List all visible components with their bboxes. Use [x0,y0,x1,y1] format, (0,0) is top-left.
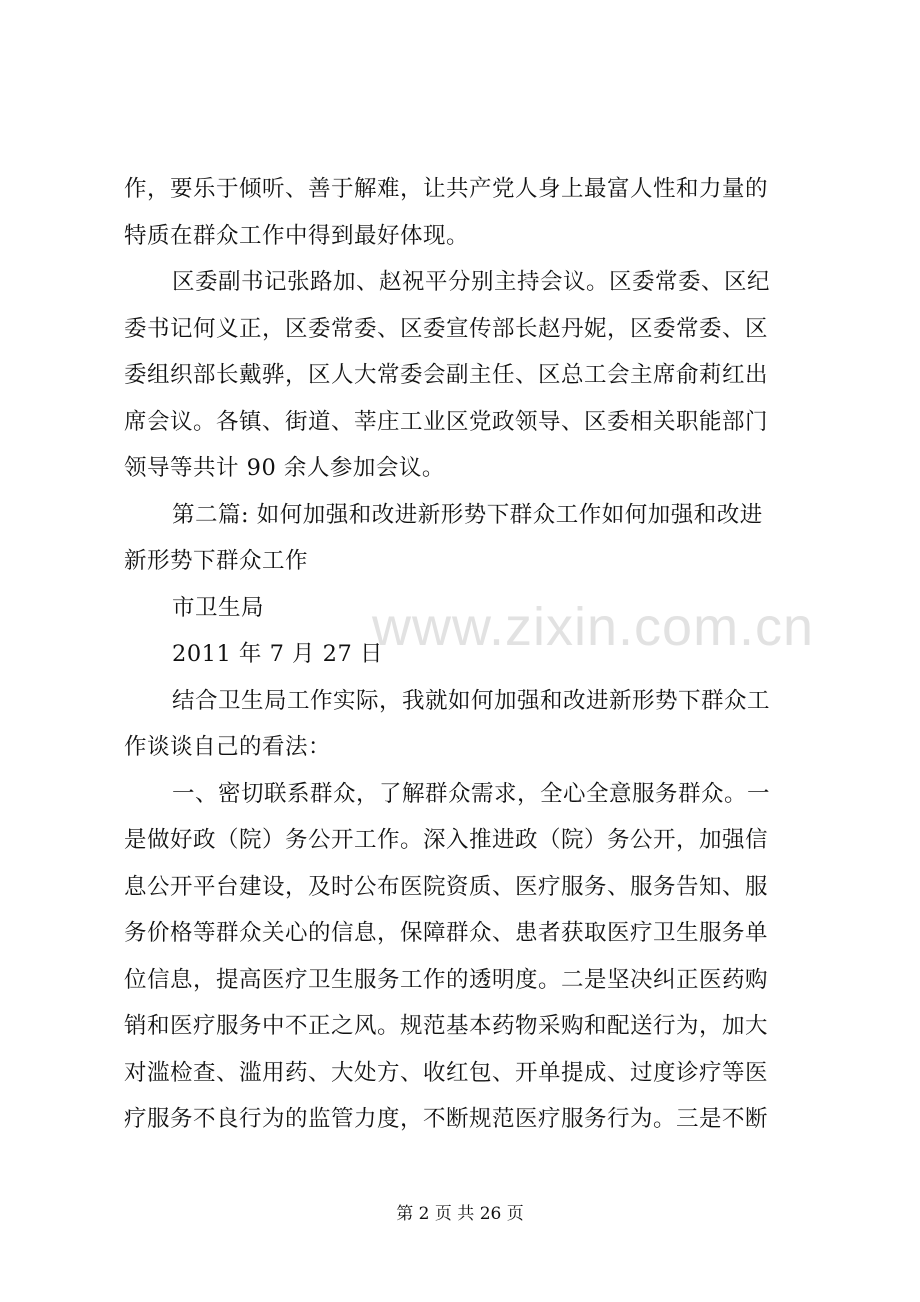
text-line: 对滥检查、滥用药、大处方、收红包、开单提成、过度诊疗等医 [124,1059,769,1086]
text-line: 是做好政（院）务公开工作。深入推进政（院）务公开，加强信 [124,827,769,853]
text-line: 第二篇: 如何加强和改进新形势下群众工作如何加强和改进 [172,501,763,528]
text-line: 市卫生局 [172,594,265,621]
text-line: 委书记何义正，区委常委、区委宣传部长赵丹妮，区委常委、区 [124,315,769,342]
text-line: 销和医疗服务中不正之风。规范基本药物采购和配送行为，加大 [124,1013,769,1039]
page-footer: 第 2 页 共 26 页 [396,1204,524,1224]
text-line: 结合卫生局工作实际，我就如何加强和改进新形势下群众工 [172,687,771,714]
text-line: 2011 年 7 月 27 日 [172,641,383,667]
document-body [124,166,800,1143]
text-line: 席会议。各镇、街道、莘庄工业区党政领导、区委相关职能部门 [124,408,769,435]
text-line: 新形势下群众工作 [124,548,309,574]
text-line: 疗服务不良行为的监管力度，不断规范医疗服务行为。三是不断 [124,1106,769,1132]
text-line: 委组织部长戴骅，区人大常委会副主任、区总工会主席俞莉红出 [124,362,769,388]
watermark: www.zixin.com.cn [372,597,815,657]
text-line: 一、密切联系群众，了解群众需求，全心全意服务群众。一 [172,780,771,807]
text-line: 区委副书记张路加、赵祝平分别主持会议。区委常委、区纪 [172,269,771,295]
text-line: 位信息，提高医疗卫生服务工作的透明度。二是坚决纠正医药购 [124,966,769,993]
text-line: 领导等共计 90 余人参加会议。 [124,455,445,481]
text-line: 特质在群众工作中得到最好体现。 [124,222,470,249]
text-line: 务价格等群众关心的信息，保障群众、患者获取医疗卫生服务单 [124,920,769,946]
text-line: 作，要乐于倾听、善于解难，让共产党人身上最富人性和力量的 [124,176,769,202]
text-line: 作谈谈自己的看法： [124,734,332,760]
text-line: 息公开平台建设，及时公布医院资质、医疗服务、服务告知、服 [124,873,769,900]
